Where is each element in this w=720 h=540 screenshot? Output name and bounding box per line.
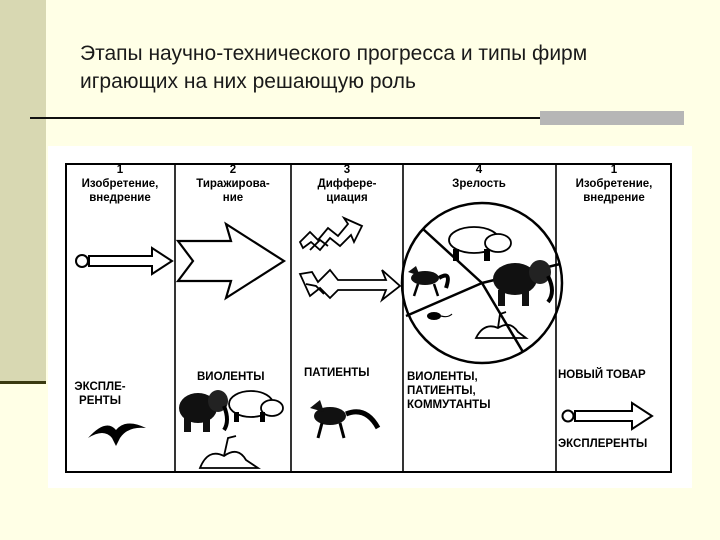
stage-4-firm-line-3: КОММУТАНТЫ — [407, 399, 491, 411]
title-line-2: играющих на них решающую роль — [80, 70, 416, 93]
stage-5-firm-line-2: ЭКСПЛЕРЕНТЫ — [558, 438, 648, 450]
title-rule — [30, 117, 540, 119]
stage-5-name-line-2: внедрение — [583, 192, 645, 204]
stage-2-firm-line-1: ВИОЛЕНТЫ — [197, 371, 265, 383]
slide-sidebar — [0, 0, 46, 384]
stage-5-name-line-1: Изобретение, — [575, 178, 653, 190]
slide-title — [80, 40, 587, 96]
stage-1-name-line-1: Изобретение, — [81, 178, 159, 190]
stage-4-name-line-1: Зрелость — [452, 178, 506, 190]
stages-diagram — [48, 146, 692, 488]
stage-1-firm-line-2: РЕНТЫ — [79, 395, 121, 407]
stage-4-number: 4 — [475, 164, 483, 176]
title-line-1: Этапы научно-технического прогресса и типы фирм — [80, 42, 588, 65]
stage-2-name-line-1: Тиражирова- — [196, 178, 270, 190]
stage-3-number: 3 — [343, 164, 351, 176]
stage-4-firm-line-1: ВИОЛЕНТЫ, — [407, 371, 478, 383]
stage-1-number: 1 — [116, 164, 124, 176]
stage-4-firm-line-2: ПАТИЕНТЫ, — [407, 385, 476, 397]
sidebar-divider — [0, 381, 46, 384]
stage-3-name-line-1: Диффере- — [317, 178, 377, 190]
stage-2-number: 2 — [229, 164, 237, 176]
stage-3-name-line-2: циация — [326, 192, 368, 204]
stage-5-number: 1 — [610, 164, 618, 176]
stage-5-firm-line-1: НОВЫЙ ТОВАР — [558, 369, 646, 381]
stage-2-name-line-2: ние — [222, 192, 244, 204]
stage-1-firm-line-1: ЭКСПЛЕ- — [74, 381, 126, 393]
stages-svg — [48, 146, 692, 488]
stage-1-name-line-2: внедрение — [89, 192, 151, 204]
title-rule-accent — [540, 111, 684, 125]
stage-3-firm-line-1: ПАТИЕНТЫ — [304, 367, 370, 379]
